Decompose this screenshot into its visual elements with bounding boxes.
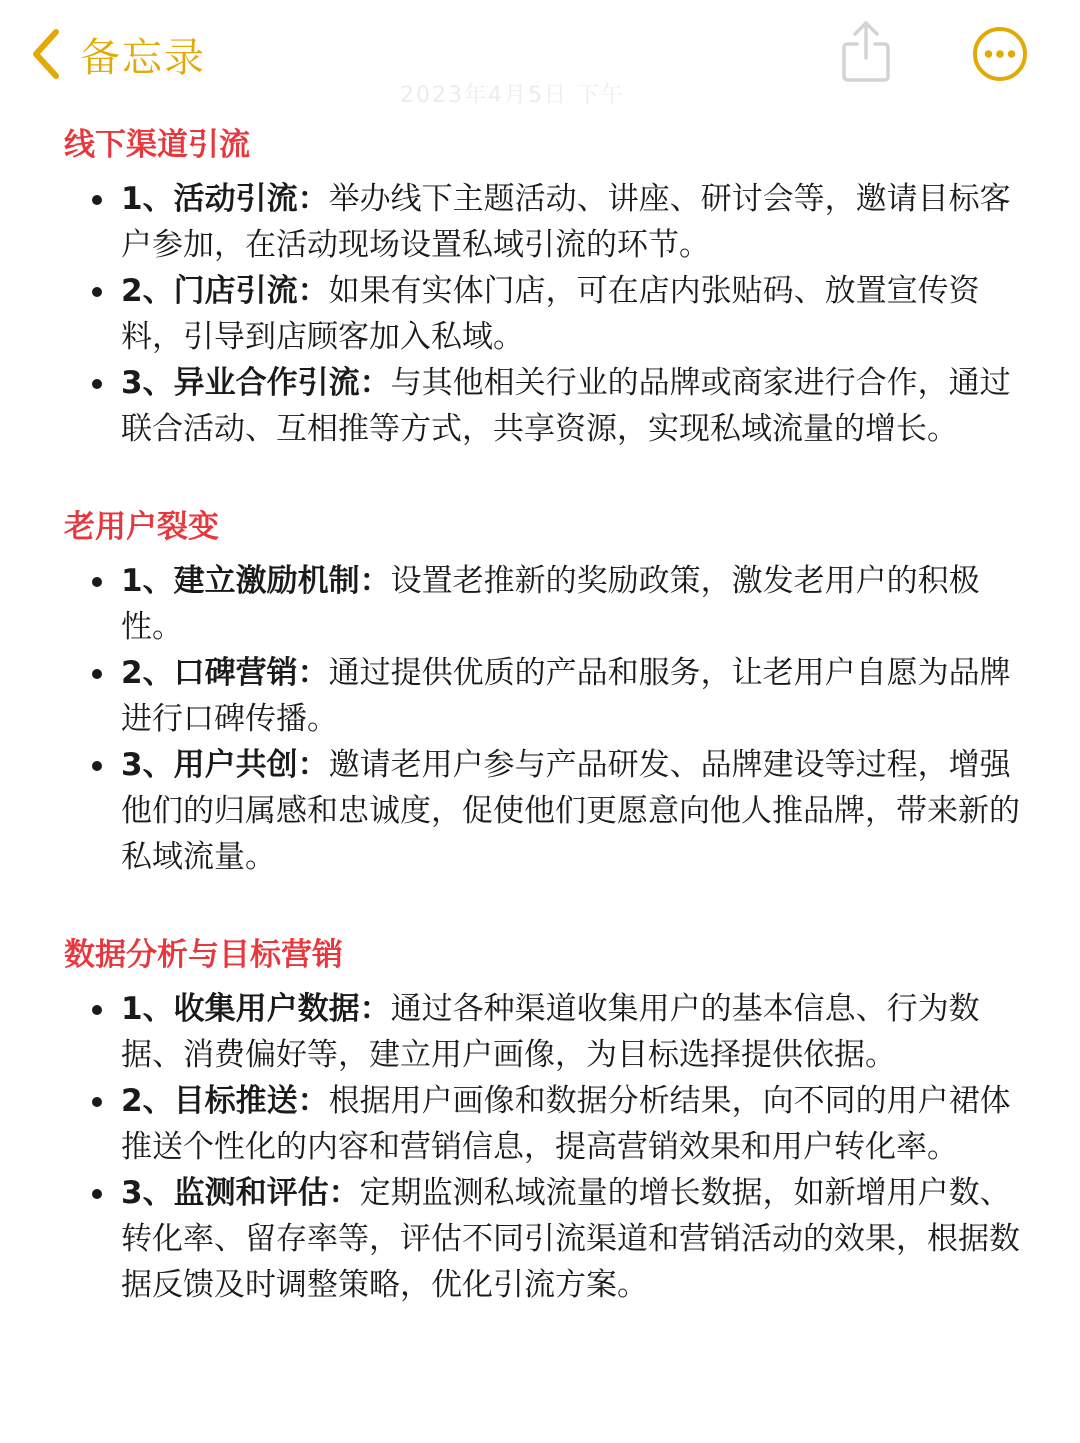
list-item bbox=[0, 268, 1080, 360]
item-label: 1、活动引流： bbox=[121, 181, 329, 217]
list-item bbox=[0, 1170, 1080, 1308]
item-label: 1、收集用户数据： bbox=[121, 991, 391, 1027]
list-item bbox=[0, 742, 1080, 880]
bullet-icon bbox=[92, 287, 102, 297]
list-item bbox=[0, 176, 1080, 268]
item-text: 通过提供优质的产品和服务，让老用户自愿为品牌进行口碑传播。 bbox=[121, 655, 1011, 737]
bullet-list bbox=[0, 986, 1080, 1308]
more-options-button[interactable] bbox=[970, 24, 1030, 84]
back-label: 备忘录 bbox=[80, 34, 206, 81]
back-button[interactable] bbox=[28, 24, 206, 84]
bullet-list bbox=[0, 558, 1080, 880]
list-item bbox=[0, 1078, 1080, 1170]
bullet-icon bbox=[92, 195, 102, 205]
section-offline-channels bbox=[0, 118, 1080, 452]
navigation-bar bbox=[0, 0, 1080, 110]
bullet-icon bbox=[92, 1189, 102, 1199]
list-item bbox=[0, 558, 1080, 650]
item-text: 通过各种渠道收集用户的基本信息、行为数据、消费偏好等，建立用户画像，为目标选择提供依据。 bbox=[121, 991, 980, 1073]
item-text: 根据用户画像和数据分析结果，向不同的用户裙体推送个性化的内容和营销信息，提高营销效果和用户转化率。 bbox=[121, 1083, 1011, 1165]
section-title: 线下渠道引流 bbox=[64, 127, 250, 163]
item-text: 邀请老用户参与产品研发、品牌建设等过程，增强他们的归属感和忠诚度，促使他们更愿意向他人推品牌，带来新的私域流量。 bbox=[121, 747, 1020, 875]
share-icon bbox=[836, 18, 896, 84]
item-text: 定期监测私域流量的增长数据，如新增用户数、转化率、留存率等，评估不同引流渠道和营销活动的效果，根据数据反馈及时调整策略，优化引流方案。 bbox=[121, 1175, 1020, 1303]
section-data-analysis bbox=[0, 928, 1080, 1308]
item-label: 3、用户共创： bbox=[121, 747, 329, 783]
item-text: 如果有实体门店，可在店内张贴码、放置宣传资料，引导到店顾客加入私域。 bbox=[121, 273, 980, 355]
bullet-icon bbox=[92, 761, 102, 771]
note-body[interactable] bbox=[0, 118, 1080, 1356]
bullet-icon bbox=[92, 1005, 102, 1015]
item-text: 举办线下主题活动、讲座、研讨会等，邀请目标客户参加，在活动现场设置私域引流的环节。 bbox=[121, 181, 1011, 263]
item-text: 与其他相关行业的品牌或商家进行合作，通过联合活动、互相推等方式，共享资源，实现私域流量的增长。 bbox=[121, 365, 1011, 447]
bullet-icon bbox=[92, 669, 102, 679]
ellipsis-circle-icon bbox=[970, 24, 1030, 84]
item-label: 3、监测和评估： bbox=[121, 1175, 360, 1211]
chevron-left-icon bbox=[28, 28, 62, 80]
share-button[interactable] bbox=[836, 18, 896, 84]
bullet-list bbox=[0, 176, 1080, 452]
bullet-icon bbox=[92, 1097, 102, 1107]
list-item bbox=[0, 360, 1080, 452]
item-label: 2、口碑营销： bbox=[121, 655, 329, 691]
item-text: 设置老推新的奖励政策，激发老用户的积极性。 bbox=[121, 563, 980, 645]
section-title: 数据分析与目标营销 bbox=[64, 937, 343, 973]
item-label: 3、异业合作引流： bbox=[121, 365, 391, 401]
bullet-icon bbox=[92, 577, 102, 587]
note-date: 2023年4月5日 下午 bbox=[400, 83, 625, 108]
bullet-icon bbox=[92, 379, 102, 389]
list-item bbox=[0, 986, 1080, 1078]
item-label: 2、目标推送： bbox=[121, 1083, 329, 1119]
item-label: 2、门店引流： bbox=[121, 273, 329, 309]
list-item bbox=[0, 650, 1080, 742]
item-label: 1、建立激励机制： bbox=[121, 563, 391, 599]
section-user-referral bbox=[0, 500, 1080, 880]
section-title: 老用户裂变 bbox=[64, 509, 219, 545]
